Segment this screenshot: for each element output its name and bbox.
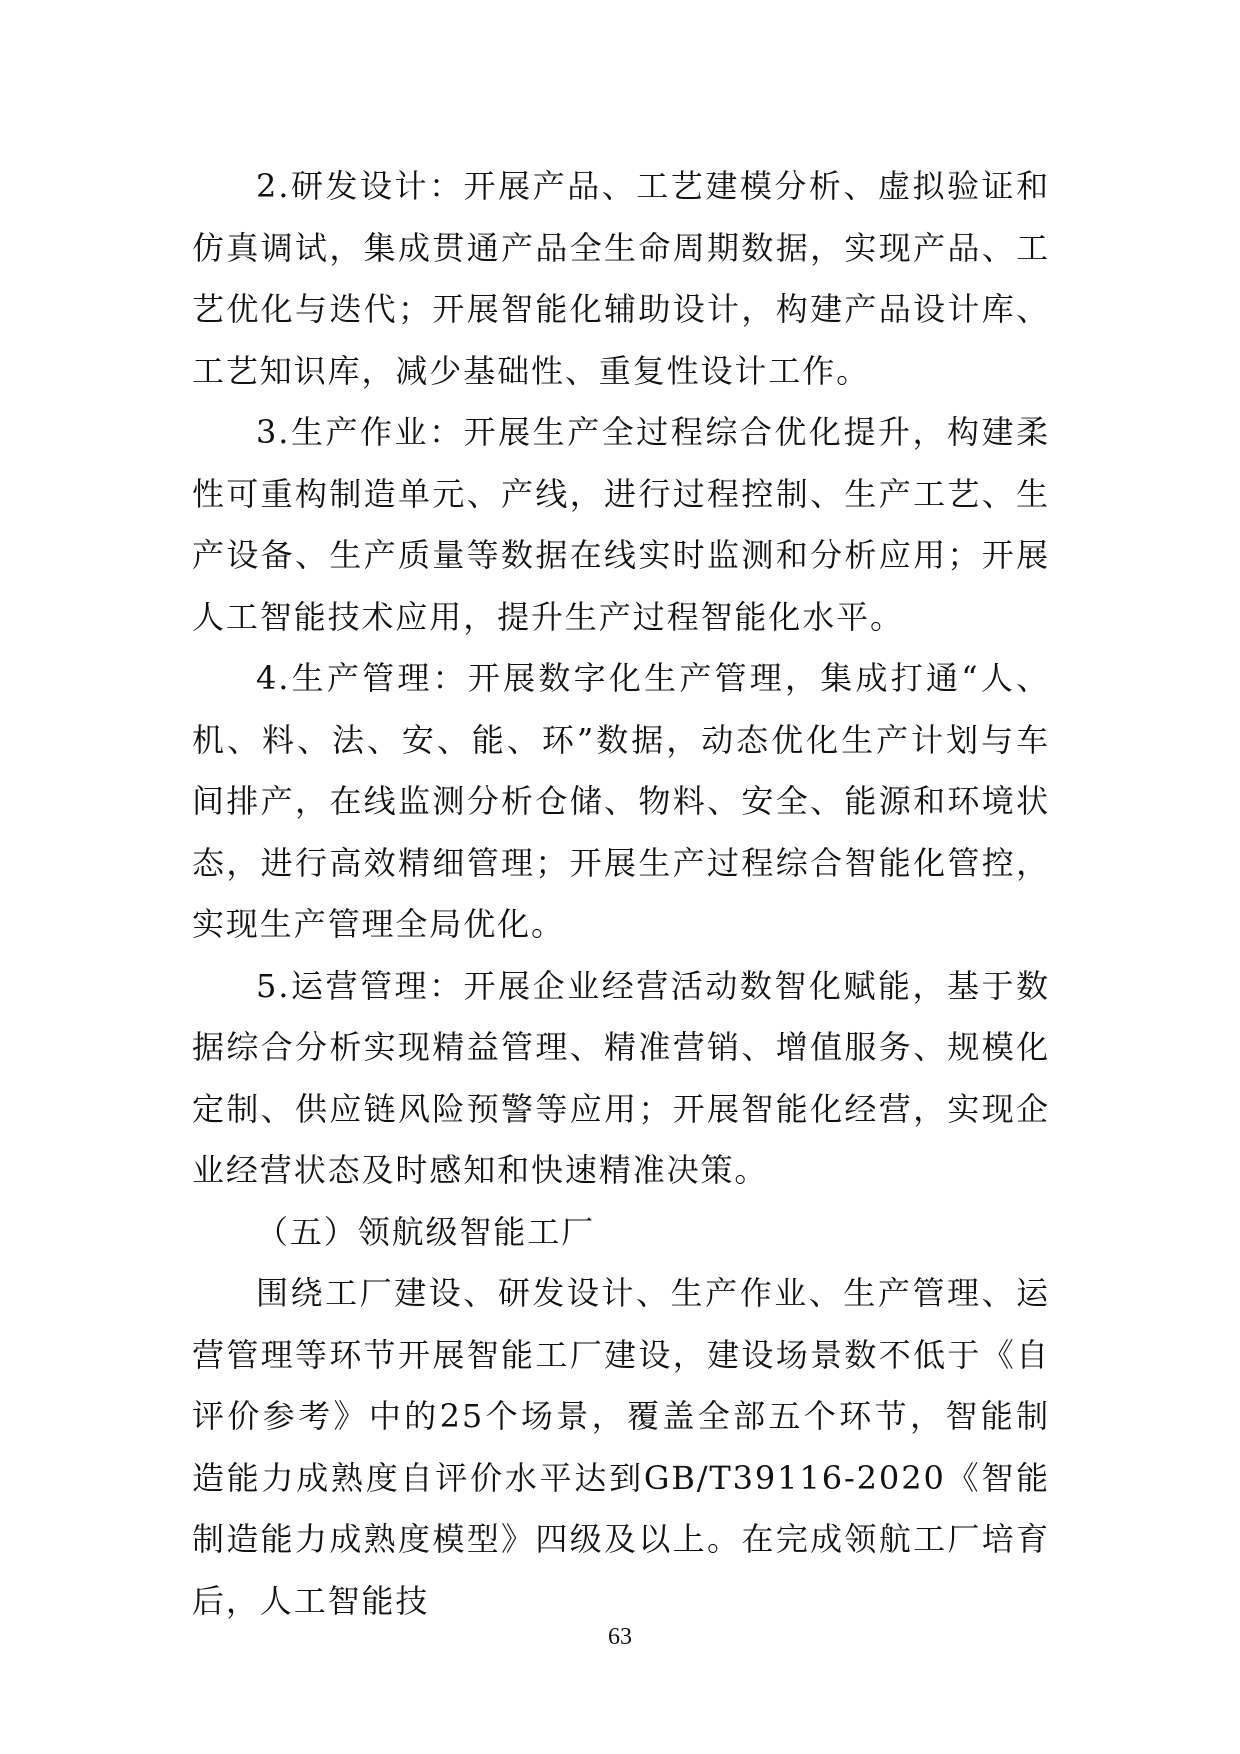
paragraph-operations-management: 5.运营管理：开展企业经营活动数智化赋能，基于数据综合分析实现精益管理、精准营销、增值服务、规模化定制、供应链风险预警等应用；开展智能化经营，实现企业经营状态及时感知和快速精准决策。 (192, 966, 1050, 1189)
paragraph-production-management: 4.生产管理：开展数字化生产管理，集成打通“人、机、料、法、安、能、环”数据，动态优化生产计划与车间排产，在线监测分析仓储、物料、安全、能源和环境状态，进行高效精细管理；开展生产过程综合智能化管控，实现生产管理全局优化。 (192, 659, 1050, 943)
page-body (192, 156, 1050, 1632)
page-number: 63 (608, 1624, 632, 1650)
paragraph-rd-design: 2.研发设计：开展产品、工艺建模分析、虚拟验证和仿真调试，集成贯通产品全生命周期数据，实现产品、工艺优化与迭代；开展智能化辅助设计，构建产品设计库、工艺知识库，减少基础性、重复性设计工作。 (192, 167, 1050, 390)
section-heading: （五）领航级智能工厂 (256, 1212, 596, 1251)
paragraph-production-operation: 3.生产作业：开展生产全过程综合优化提升，构建柔性可重构制造单元、产线，进行过程控制、生产工艺、生产设备、生产质量等数据在线实时监测和分析应用；开展人工智能技术应用，提升生产过程智能化水平。 (192, 413, 1050, 636)
paragraph-leading-factory: 围绕工厂建设、研发设计、生产作业、生产管理、运营管理等环节开展智能工厂建设，建设场景数不低于《自评价参考》中的25个场景，覆盖全部五个环节，智能制造能力成熟度自评价水平达到GB/T39116-2020《智能制造能力成熟度模型》四级及以上。在完成领航工厂培育后，人工智能技 (192, 1274, 1050, 1620)
